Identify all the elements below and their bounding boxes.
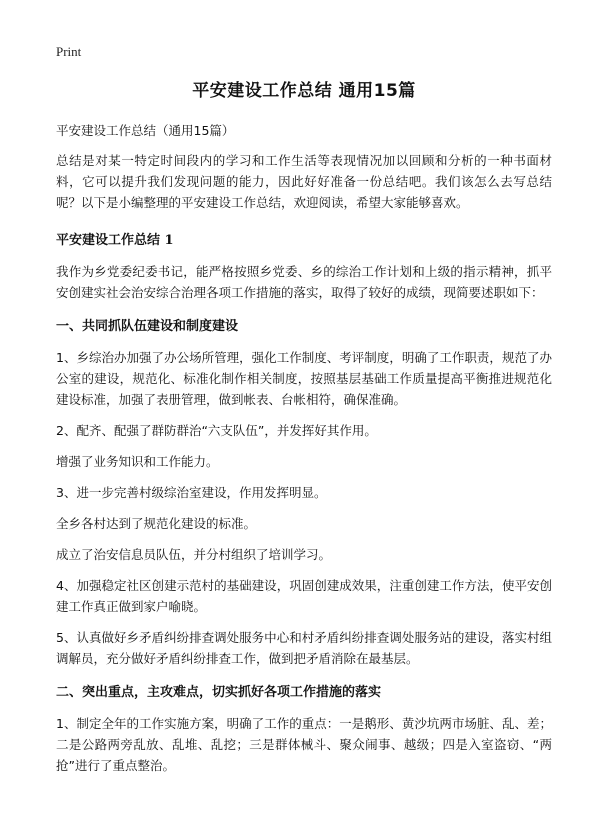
section-heading-2: 二、突出重点，主攻难点，切实抓好各项工作措施的落实 — [56, 685, 382, 700]
document-body — [56, 80, 552, 786]
section1-item: 5、认真做好乡矛盾纠纷排查调处服务中心和村矛盾纠纷排查调处服务站的建设，落实村组调解员，充分做好矛盾纠纷排查工作，做到把矛盾消除在最基层。 — [56, 630, 552, 666]
section1-item: 3、进一步完善村级综治室建设，作用发挥明显。 — [56, 485, 327, 500]
section2-item: 1、制定全年的工作实施方案，明确了工作的重点：一是鹅形、黄沙坑两市场脏、乱、差；二是公路两旁乱放、乱堆、乱挖；三是群体械斗、聚众闹事、越级；四是入室盗窃、“两抢”进行了重点整治。 — [56, 716, 552, 773]
summary-intro-paragraph: 我作为乡党委纪委书记，能严格按照乡党委、乡的综治工作计划和上级的指示精神，抓平安创建实社会治安综合治理各项工作措施的落实，取得了较好的成绩，现简要述职如下： — [56, 264, 552, 300]
intro-paragraph: 总结是对某一特定时间段内的学习和工作生活等表现情况加以回顾和分析的一种书面材料，它可以提升我们发现问题的能力，因此好好准备一份总结吧。我们该怎么去写总结呢？以下是小编整理的平安建设工作总结，欢迎阅读，希望大家能够喜欢。 — [56, 153, 552, 210]
section1-item: 增强了业务知识和工作能力。 — [56, 454, 219, 469]
section1-item: 2、配齐、配强了群防群治“六支队伍”，并发挥好其作用。 — [56, 423, 377, 438]
section1-item: 全乡各村达到了规范化建设的标准。 — [56, 516, 257, 531]
document-title: 平安建设工作总结 通用15篇 — [192, 81, 416, 101]
section1-item: 成立了治安信息员队伍，并分村组织了培训学习。 — [56, 547, 332, 562]
section1-item: 4、加强稳定社区创建示范村的基础建设，巩固创建成效果，注重创建工作方法，使平安创建工作真正做到家户喻晓。 — [56, 578, 552, 614]
summary-heading: 平安建设工作总结 1 — [56, 233, 174, 248]
document-subtitle: 平安建设工作总结（通用15篇） — [56, 123, 235, 138]
section-heading-1: 一、共同抓队伍建设和制度建设 — [56, 319, 239, 334]
print-label: Print — [56, 44, 82, 59]
section1-item: 1、乡综治办加强了办公场所管理，强化工作制度、考评制度，明确了工作职责，规范了办公室的建设，规范化、标准化制作相关制度，按照基层基础工作质量提高平衡推进规范化建设标准，加强了表册管理，做到帐表、台帐相符，确保准确。 — [56, 350, 552, 407]
